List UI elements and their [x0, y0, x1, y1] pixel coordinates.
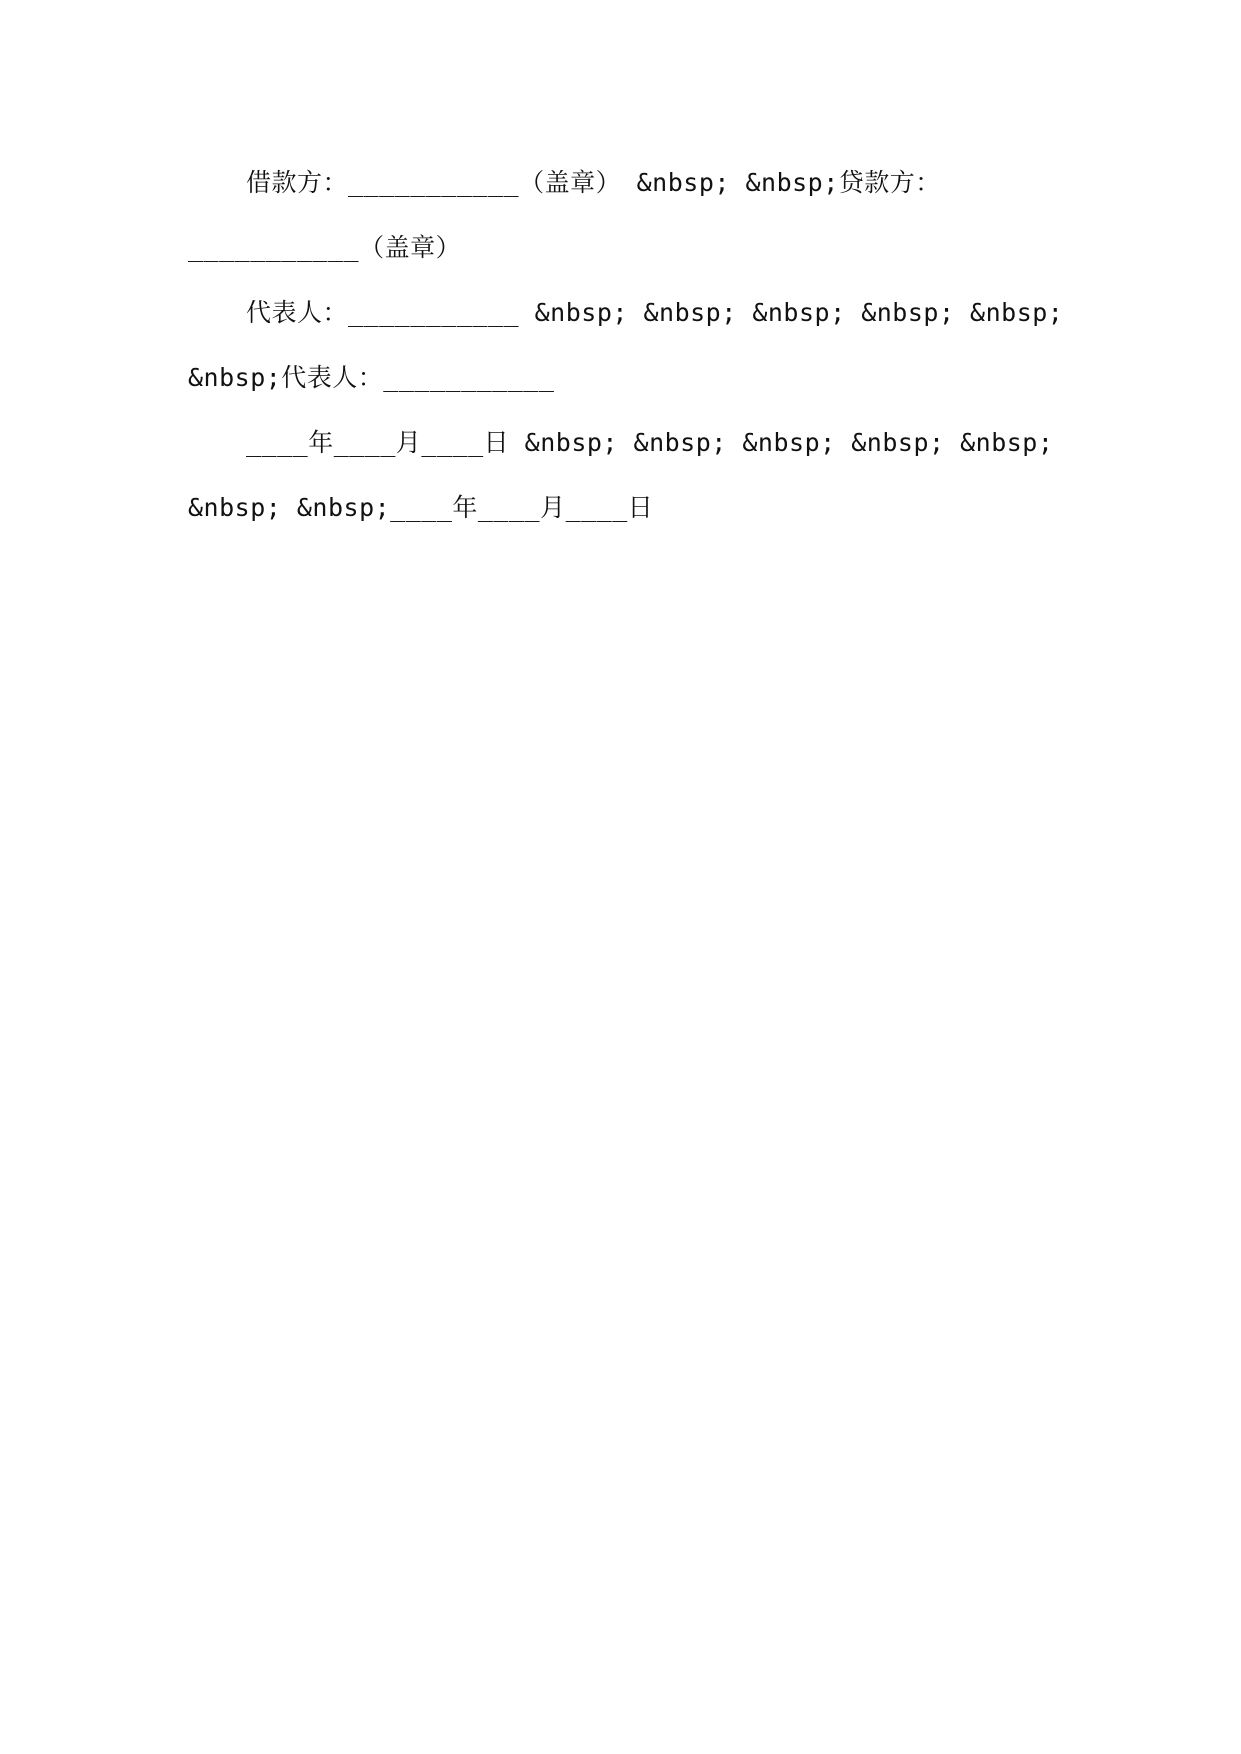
date-line-continued: &nbsp; &nbsp;____年____月____日 — [188, 493, 654, 522]
representative-line-continued: &nbsp;代表人：___________ — [188, 363, 555, 392]
date-line: ____年____月____日 &nbsp; &nbsp; &nbsp; &nbsp; &nbsp; — [246, 428, 1054, 457]
signature-block — [188, 158, 1068, 548]
borrower-line-continued: ___________（盖章） — [188, 233, 462, 262]
borrower-line: 借款方：___________（盖章） &nbsp; &nbsp;贷款方： — [246, 168, 941, 197]
representative-line: 代表人：___________ &nbsp; &nbsp; &nbsp; &nbsp; &nbsp; — [246, 298, 1064, 327]
